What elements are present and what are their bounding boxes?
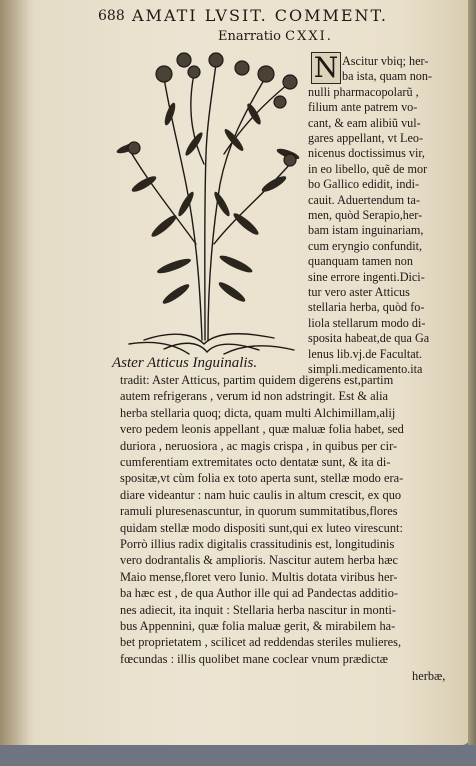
- catchword: herbæ,: [412, 669, 446, 683]
- text-line: liola stellarum modo di-: [308, 315, 426, 330]
- text-line: sposita habeat,de qua Ga: [308, 331, 430, 346]
- text-line: Ascitur vbiq; her-: [342, 54, 429, 68]
- figure-caption: Aster Atticus Inguinalis.: [112, 355, 258, 371]
- text-line: quidam stellæ modo dispositi sunt,qui ex luteo virescunt:: [120, 520, 403, 535]
- text-line: cauit. Aduertendum ta-: [308, 192, 421, 207]
- text-line: Maio mense,floret vero Iunio. Multis dotata viribus her-: [120, 569, 398, 584]
- text-line: ramuli pluresenascuntur, in quorum summitatibus,flores: [120, 504, 398, 519]
- text-line: vero dodrantalis & amplioris. Nascitur autem herba hæc: [120, 553, 399, 568]
- text-line: cum eryngio confundit,: [308, 238, 423, 253]
- woodcut-plant-illustration: [104, 44, 310, 362]
- text-line: duriora , neruosiora , ac magis crispa , in quibus per cir-: [120, 438, 398, 453]
- gutter-shadow: [0, 0, 34, 745]
- text-line: fœcundas : illis quolibet mane coclear vnum prædictæ: [120, 651, 389, 666]
- text-line: vero pedem leonis appellant , quæ maluæ folia habet, sed: [120, 422, 404, 437]
- flower-heads: [128, 53, 297, 166]
- text-line: bus Appennini, quæ folia maluæ gerit, & mirabilem ha-: [120, 619, 396, 633]
- text-line: tur vero aster Atticus: [308, 285, 410, 299]
- text-line: nulli pharmacopolarũ ,: [308, 84, 419, 99]
- text-line: diare videantur : nam huic caulis in altum crescit, ex quo: [120, 487, 402, 502]
- drop-cap: N: [311, 52, 341, 84]
- text-line: autem refrigerans , verum id non adstringit. Est & alia: [120, 389, 389, 404]
- text-line: Porrò illius radix digitalis crassitudinis est, longitudinis: [120, 537, 395, 551]
- text-line: simpli.medicamento.ita: [308, 362, 423, 376]
- text-line: cumferentiam extremitates octo dentatæ sunt, & ita di-: [120, 455, 391, 469]
- text-line: ba hæc est , de qua Author ille qui ad Pandectas additio-: [120, 586, 399, 601]
- text-line: bo Gallico edidit, indi-: [308, 177, 420, 192]
- text-line: cant, & eam alibiũ vul-: [308, 115, 421, 130]
- text-line: gares appellant, vt Leo-: [308, 131, 424, 145]
- page-number: 688: [98, 8, 125, 24]
- text-line: stellaria herba, quòd fo-: [308, 300, 425, 315]
- running-title-text: AMATI LVSIT. COMMENT.: [132, 6, 388, 25]
- text-line: bet proprietatem , scilicet ad reddendas steriles mulieres,: [120, 635, 402, 650]
- text-line: ba ista, quam non-: [342, 69, 433, 83]
- text-line: tradit: Aster Atticus, partim quidem digerens est,partim: [120, 373, 394, 387]
- text-line: lenus lib.vj.de Facultat.: [308, 346, 423, 361]
- text-line: men, quòd Serapio,her-: [308, 208, 423, 222]
- enarratio-label: Enarratio: [218, 29, 282, 44]
- chapter-number: CXXI.: [285, 29, 333, 44]
- text-line: nes adiecit, ita inquit : Stellaria herba nascitur in monti-: [120, 602, 396, 617]
- text-line: quanquam tamen non: [308, 254, 413, 269]
- text-line: spositæ,vt cùm folia ex toto aperta sunt, stellæ modo era-: [120, 471, 404, 486]
- page-edge: [468, 0, 476, 745]
- chapter-heading: [218, 29, 333, 44]
- text-line: herba stellaria quoq; dicta, quam multi Alchimillam,alij: [120, 405, 396, 420]
- text-line: sine errore ingenti.Dici-: [308, 269, 425, 284]
- text-line: in eo libello, quẽ de mor: [308, 161, 428, 176]
- running-title: [132, 6, 388, 25]
- text-line: filium ante patrem vo-: [308, 100, 418, 115]
- text-line: bam istam inguinariam,: [308, 223, 424, 238]
- text-line: nicenus doctissimus vir,: [308, 146, 425, 161]
